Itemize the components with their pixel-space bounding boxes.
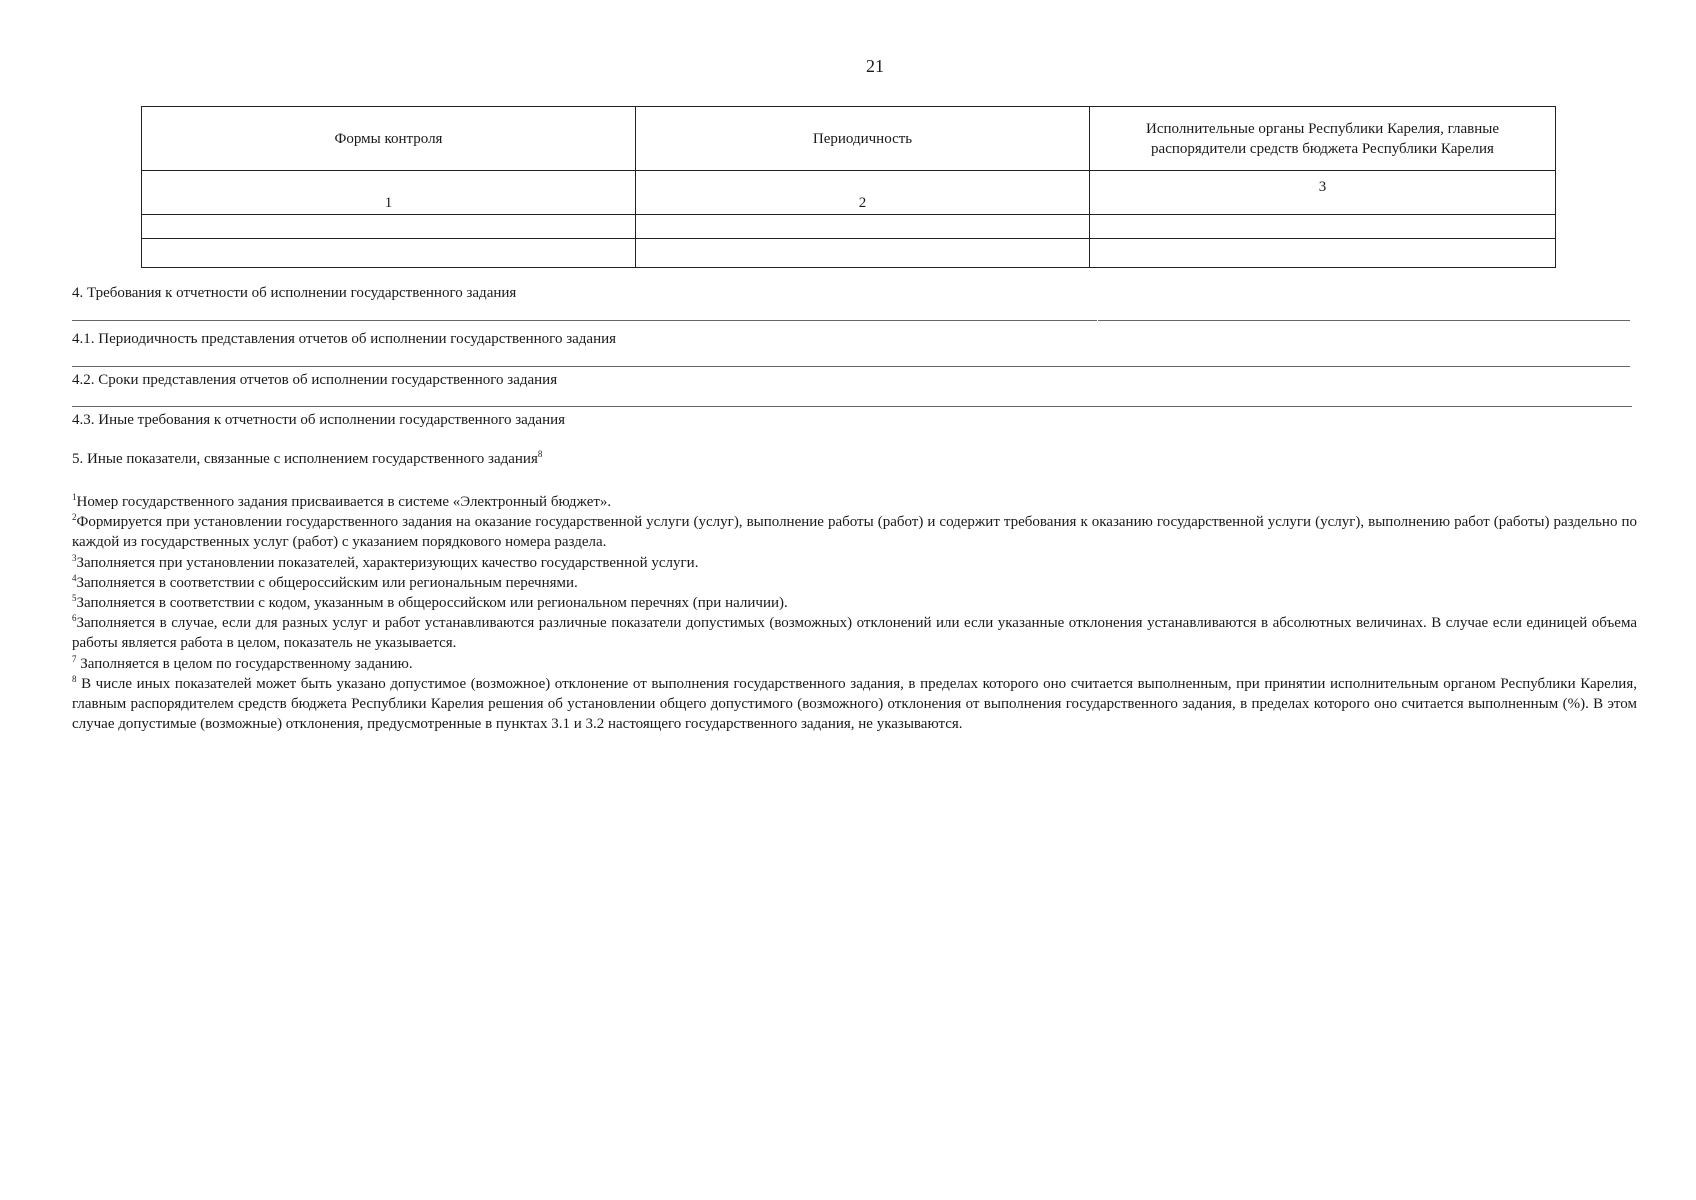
- footnote-marker: 4: [72, 572, 77, 583]
- footnote: [72, 674, 1637, 735]
- footnote-marker: 2: [72, 512, 77, 523]
- footnote: [72, 654, 1637, 674]
- table-cell: [1090, 239, 1556, 268]
- footnote: [72, 492, 1637, 512]
- table-cell: [142, 215, 636, 239]
- footnote-marker: 6: [72, 613, 77, 624]
- section-4-2-heading: 4.2. Сроки представления отчетов об исполнении государственного задания: [72, 372, 558, 388]
- footnote-text: Заполняется в случае, если для разных услуг и работ устанавливаются различные показатели допустимых (возможных) отклонений или если указанные отклонения устанавливаются в абсолютных величинах. В случае если единицей объема работы является работа в целом, показатель не указывается.: [72, 615, 1637, 652]
- footnote-text: Заполняется в целом по государственному заданию.: [76, 655, 413, 672]
- section-4-heading: 4. Требования к отчетности об исполнении государственного задания: [72, 285, 517, 301]
- footnote-text: Формируется при установлении государственного задания на оказание государственной услуги (услуг), выполнение работы (работ) и содержит требования к оказанию государственной услуги (услуг), выполнению работ (работы) раздельно по каждой из государственных услуг (работ) с указанием порядкового номера раздела.: [72, 514, 1637, 551]
- footnote: [72, 593, 1637, 613]
- column-number-1: 1: [142, 171, 636, 215]
- footnote-text: Заполняется в соответствии с общероссийским или региональным перечнями.: [76, 574, 578, 591]
- footnote-marker: 7: [72, 653, 77, 664]
- footnote-marker: 8: [537, 449, 543, 459]
- table-number-row: [142, 171, 1556, 215]
- page-number: 21: [866, 56, 884, 76]
- table-cell: [636, 215, 1090, 239]
- footnote: [72, 573, 1637, 593]
- table-cell: [636, 239, 1090, 268]
- section-5-text: 5. Иные показатели, связанные с исполнением государственного задания: [72, 451, 538, 467]
- footnote: [72, 553, 1637, 573]
- column-number-3: 3: [1090, 171, 1556, 215]
- header-control-forms: Формы контроля: [142, 107, 636, 171]
- table-cell: [1090, 215, 1556, 239]
- table-cell: [142, 239, 636, 268]
- footnote-text: Заполняется в соответствии с кодом, указанным в общероссийском или региональном перечнях (при наличии).: [76, 595, 788, 612]
- section-5-heading: [72, 451, 542, 468]
- footnote-marker: 3: [72, 552, 77, 563]
- table-header-row: [142, 107, 1556, 171]
- header-executive-bodies: Исполнительные органы Республики Карелия, главные распорядители средств бюджета Республики Карелия: [1090, 107, 1556, 171]
- footnote-text: В числе иных показателей может быть указано допустимое (возможное) отклонение от выполнения государственного задания, в пределах которого оно считается выполненным, при принятии исполнительным органом Республики Карелия, главным распорядителем средств бюджета Республики Карелия решения об установлении общего допустимого (возможного) отклонения от выполнения государственного задания, в пределах которого оно считается выполненным (%). В этом случае допустимые (возможные) отклонения, предусмотренные в пунктах 3.1 и 3.2 настоящего государственного задания, не указываются.: [72, 675, 1637, 733]
- footnotes: [72, 492, 1637, 734]
- header-periodicity: Периодичность: [636, 107, 1090, 171]
- control-forms-table: [141, 106, 1556, 268]
- column-number-2: 2: [636, 171, 1090, 215]
- table-row: [142, 239, 1556, 268]
- table-row: [142, 215, 1556, 239]
- footnote-marker: 1: [72, 492, 77, 502]
- footnote: [72, 512, 1637, 552]
- footnote-marker: 5: [72, 593, 77, 604]
- fill-in-line: [72, 366, 1630, 367]
- fill-in-line: [72, 320, 1097, 321]
- fill-in-line: [72, 406, 1632, 407]
- section-4-3-heading: 4.3. Иные требования к отчетности об исполнении государственного задания: [72, 412, 566, 428]
- footnote-text: Заполняется при установлении показателей, характеризующих качество государственной услуги.: [76, 554, 699, 571]
- footnote-text: Номер государственного задания присваивается в системе «Электронный бюджет».: [76, 494, 612, 510]
- section-4-1-heading: 4.1. Периодичность представления отчетов об исполнении государственного задания: [72, 331, 617, 347]
- footnote: [72, 613, 1637, 653]
- fill-in-line: [1098, 320, 1630, 321]
- footnote-marker: 8: [72, 673, 77, 684]
